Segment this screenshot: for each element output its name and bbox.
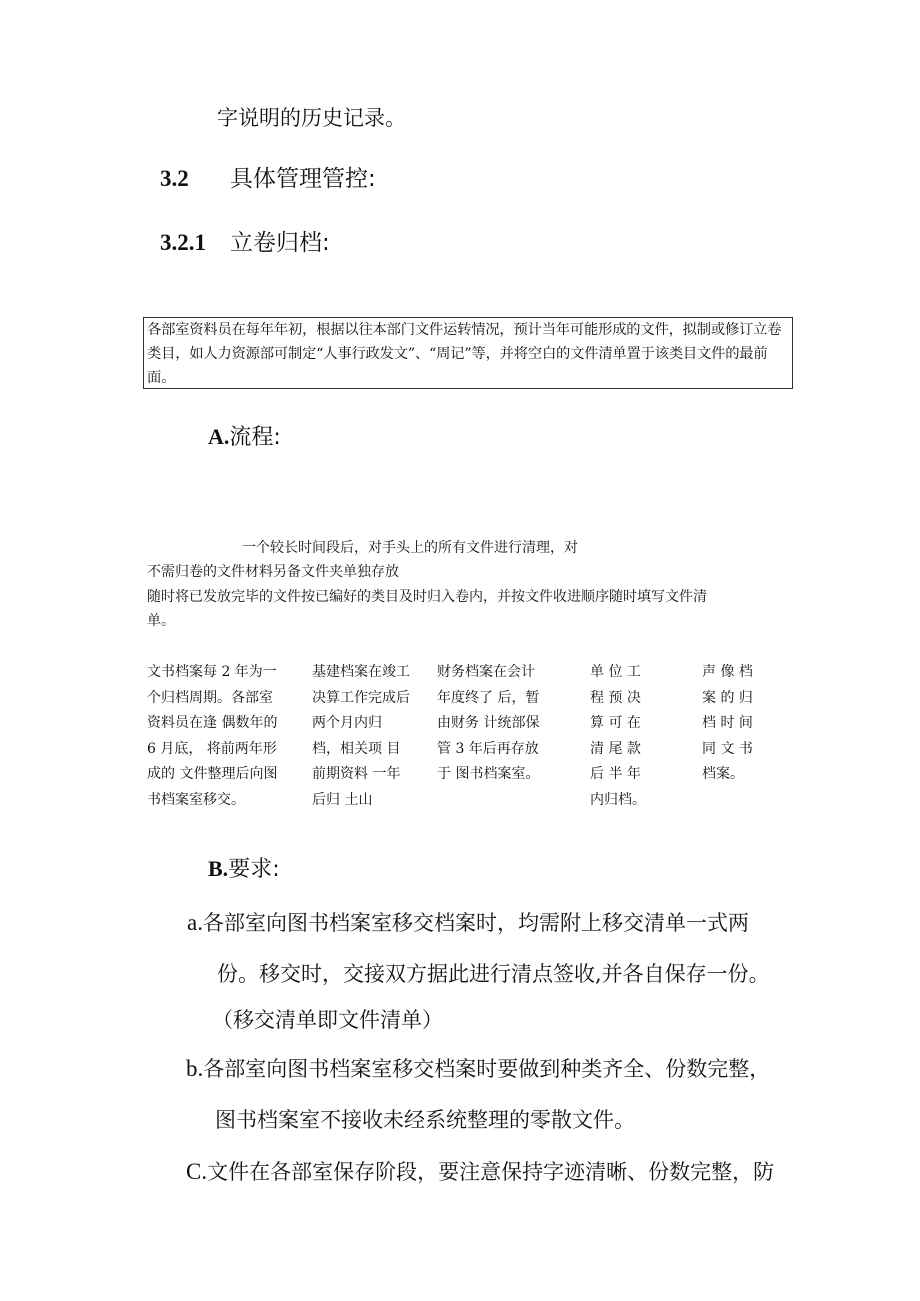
- flow-line-3: 随时将已发放完毕的文件按已编好的类目及时归入卷内，并按文件收进顺序随时填写文件清: [147, 589, 707, 605]
- requirement-b-line-2: 图书档案室不接收未经系统整理的零散文件。: [215, 1108, 635, 1132]
- heading-3-2: [160, 160, 376, 193]
- requirement-c-line-1: [186, 1156, 774, 1186]
- heading-3-2-1: [160, 224, 330, 257]
- lead-line: 字说明的历史记录。: [217, 106, 406, 130]
- requirement-b-label: b.: [186, 1056, 204, 1081]
- archive-column-construction: 基建档案在竣工决算工作完成后两个月内归 档，相关项 目前期资料 一年后归 土山: [312, 664, 410, 808]
- archive-column-finance: 财务档案在会计年度终了 后，暂由财务 计统部保管 3 年后再存放于 图书档案室。: [437, 664, 540, 782]
- requirement-b-text: 各部室向图书档案室移交档案时要做到种类齐全、份数完整，: [203, 1057, 771, 1081]
- requirement-a-line-1: [187, 907, 749, 937]
- archive-column-unit-project: 单 位 工 程 预 决 算 可 在 清 尾 款 后 半 年 内归档。: [590, 664, 646, 808]
- intro-box: 各部室资料员在每年年初，根据以往本部门文件运转情况，预计当年可能形成的文件，拟制或修订立卷类目，如人力资源部可制定“人事行政发文”、“周记”等，并将空白的文件清单置于该类目文件的最前面。: [143, 317, 793, 389]
- flow-line-1: 一个较长时间段后，对手头上的所有文件进行清理，对: [242, 540, 578, 556]
- requirement-b-line-1: [186, 1053, 770, 1083]
- requirement-a-line-3: （移交清单即文件清单）: [212, 1008, 443, 1032]
- flow-line-2: 不需归卷的文件材料另备文件夹单独存放: [147, 564, 399, 580]
- requirement-a-line-2: 份。移交时，交接双方据此进行清点签收,并各自保存一份。: [217, 962, 770, 986]
- heading-3-2-number: 3.2: [160, 166, 189, 191]
- requirement-c-label: C.: [186, 1159, 208, 1184]
- requirement-a-text: 各部室向图书档案室移交档案时，均需附上移交清单一式两: [202, 911, 749, 935]
- section-b-letter: B.: [208, 856, 229, 881]
- section-a-letter: A.: [208, 424, 230, 449]
- heading-3-2-1-text: 立卷归档:: [230, 230, 330, 256]
- archive-column-audiovisual: 声 像 档 案 的 归 档 时 间 同 文 书 档案。: [702, 664, 753, 782]
- section-b-title: 要求:: [228, 857, 280, 882]
- section-a-heading: [208, 420, 281, 451]
- requirement-c-text: 文件在各部室保存阶段，要注意保持字迹清晰、份数完整，防: [207, 1160, 775, 1184]
- requirement-a-label: a.: [187, 910, 203, 935]
- flow-line-4: 单。: [147, 613, 175, 629]
- heading-3-2-1-number: 3.2.1: [160, 230, 206, 255]
- section-a-title: 流程:: [229, 425, 281, 450]
- archive-column-documents: 文书档案每 2 年为一个归档周期。各部室资料员在逢 偶数年的 6 月底， 将前两年形成的 文件整理后向图 书档案室移交。: [147, 664, 278, 808]
- heading-3-2-text: 具体管理管控:: [230, 166, 376, 192]
- section-b-heading: [208, 852, 280, 883]
